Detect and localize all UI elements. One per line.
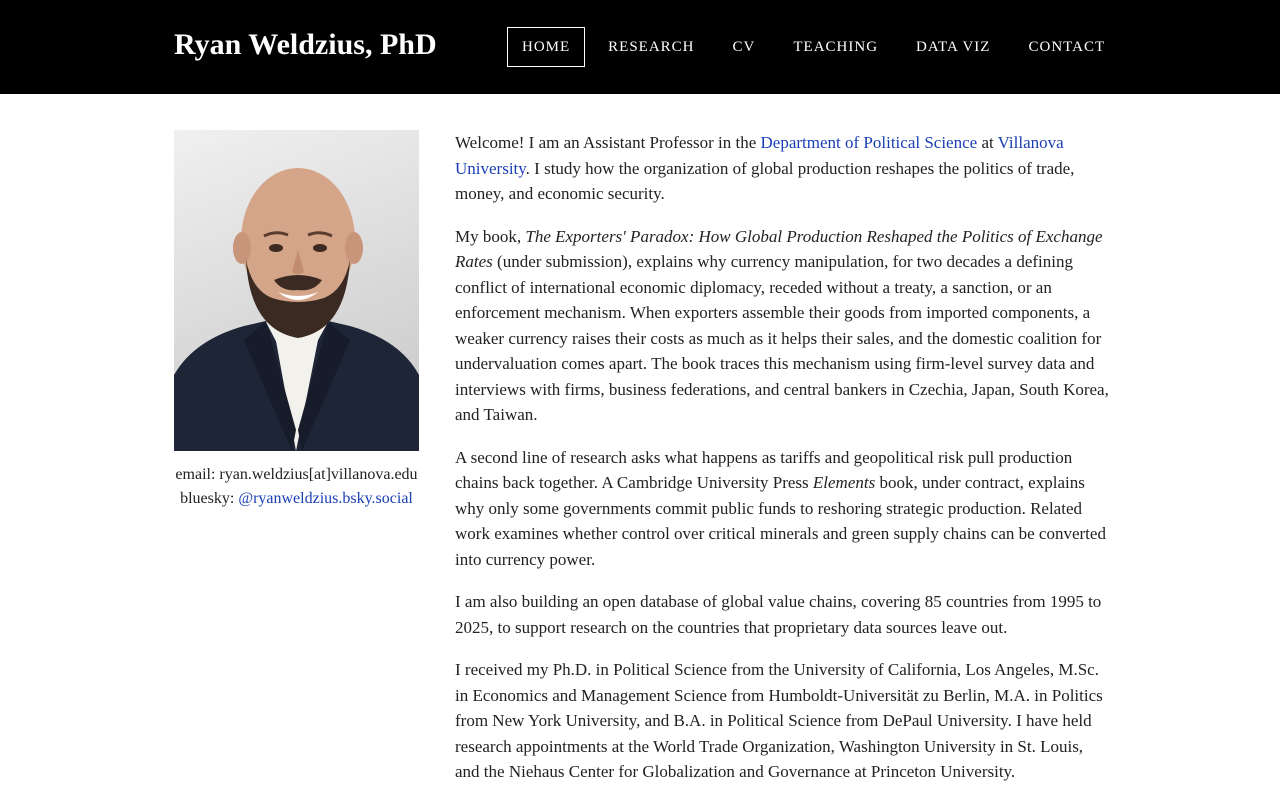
department-link[interactable]: Department of Political Science [760,133,978,152]
email-label: email: [175,466,216,483]
profile-photo [174,130,419,451]
bio-text: My book, [455,226,526,246]
university-link[interactable]: Villanova University [455,133,1064,178]
series-name: Elements [812,473,876,492]
bio-paragraph-2 [455,224,1110,428]
email-address: ryan.weldzius[at]villanova.edu [219,466,418,483]
bio-text: Welcome! I am an Assistant Professor in the [455,133,761,152]
nav-contact[interactable]: CONTACT [1028,39,1106,55]
bluesky-line [174,487,419,511]
bio-text: (under submission), explains why currency manipulation, for two decades a defining conflict of international economic diplomacy, receded without a treaty, a sanction, or an enforcement mechanism. When exporters assemble their goods from imported components, a weaker currency raises their costs as much as it helps their sales, and the domestic coalition for undervaluation comes apart. The book traces this mechanism using firm-level survey data and interviews with firms, business federations, and central bankers in Czechia, Japan, South Korea, and Taiwan. [455,252,1109,424]
bio-paragraph-4: I am also building an open database of global value chains, covering 85 countries from 1995 to 2025, to support research on the countries that proprietary data sources leave out. [455,592,1102,637]
nav-data-viz[interactable]: DATA VIZ [916,39,991,55]
contact-info [174,463,419,511]
book-title: The Exporters' Paradox: How Global Production Reshaped the Politics of Exchange Rates [455,226,1103,271]
site-title[interactable]: Ryan Weldzius, PhD [174,28,437,61]
bio-text: A second line of research asks what happens as tariffs and geopolitical risk pull production chains back together. A Cambridge University Press [455,447,1073,492]
bio-text: book, under contract, explains why only some governments commit public funds to reshoring strategic production. Related work examines whether control over critical minerals and green supply chains can be converted into currency power. [455,473,1106,569]
bluesky-link[interactable]: @ryanweldzius.bsky.social [238,490,413,507]
bio-content [455,130,1110,802]
portrait-illustration [174,130,419,451]
bio-paragraph-1 [455,130,1110,207]
bio-text: . I study how the organization of global production reshapes the politics of trade, money, and economic security. [455,158,1075,203]
bio-paragraph-3 [455,445,1110,573]
email-line [174,463,419,487]
nav-teaching[interactable]: TEACHING [793,39,879,55]
sidebar [174,130,419,511]
bluesky-label: bluesky: [180,490,235,507]
nav-research[interactable]: RESEARCH [608,39,695,55]
nav-cv[interactable]: CV [732,39,756,55]
site-header [0,0,1280,94]
nav-home[interactable]: HOME [507,27,585,67]
main-nav [507,27,1128,67]
bio-paragraph-5: I received my Ph.D. in Political Science from the University of California, Los Angeles, M.Sc. in Economics and Management Science from Humboldt-Universität zu Berlin, M.A. in Politics from New York University, and B.A. in Political Science from DePaul University. I have held research appointments at the World Trade Organization, Washington University in St. Louis, and the Niehaus Center for Globalization and Governance at Princeton University. [455,660,1103,781]
bio-text: at [977,133,998,152]
